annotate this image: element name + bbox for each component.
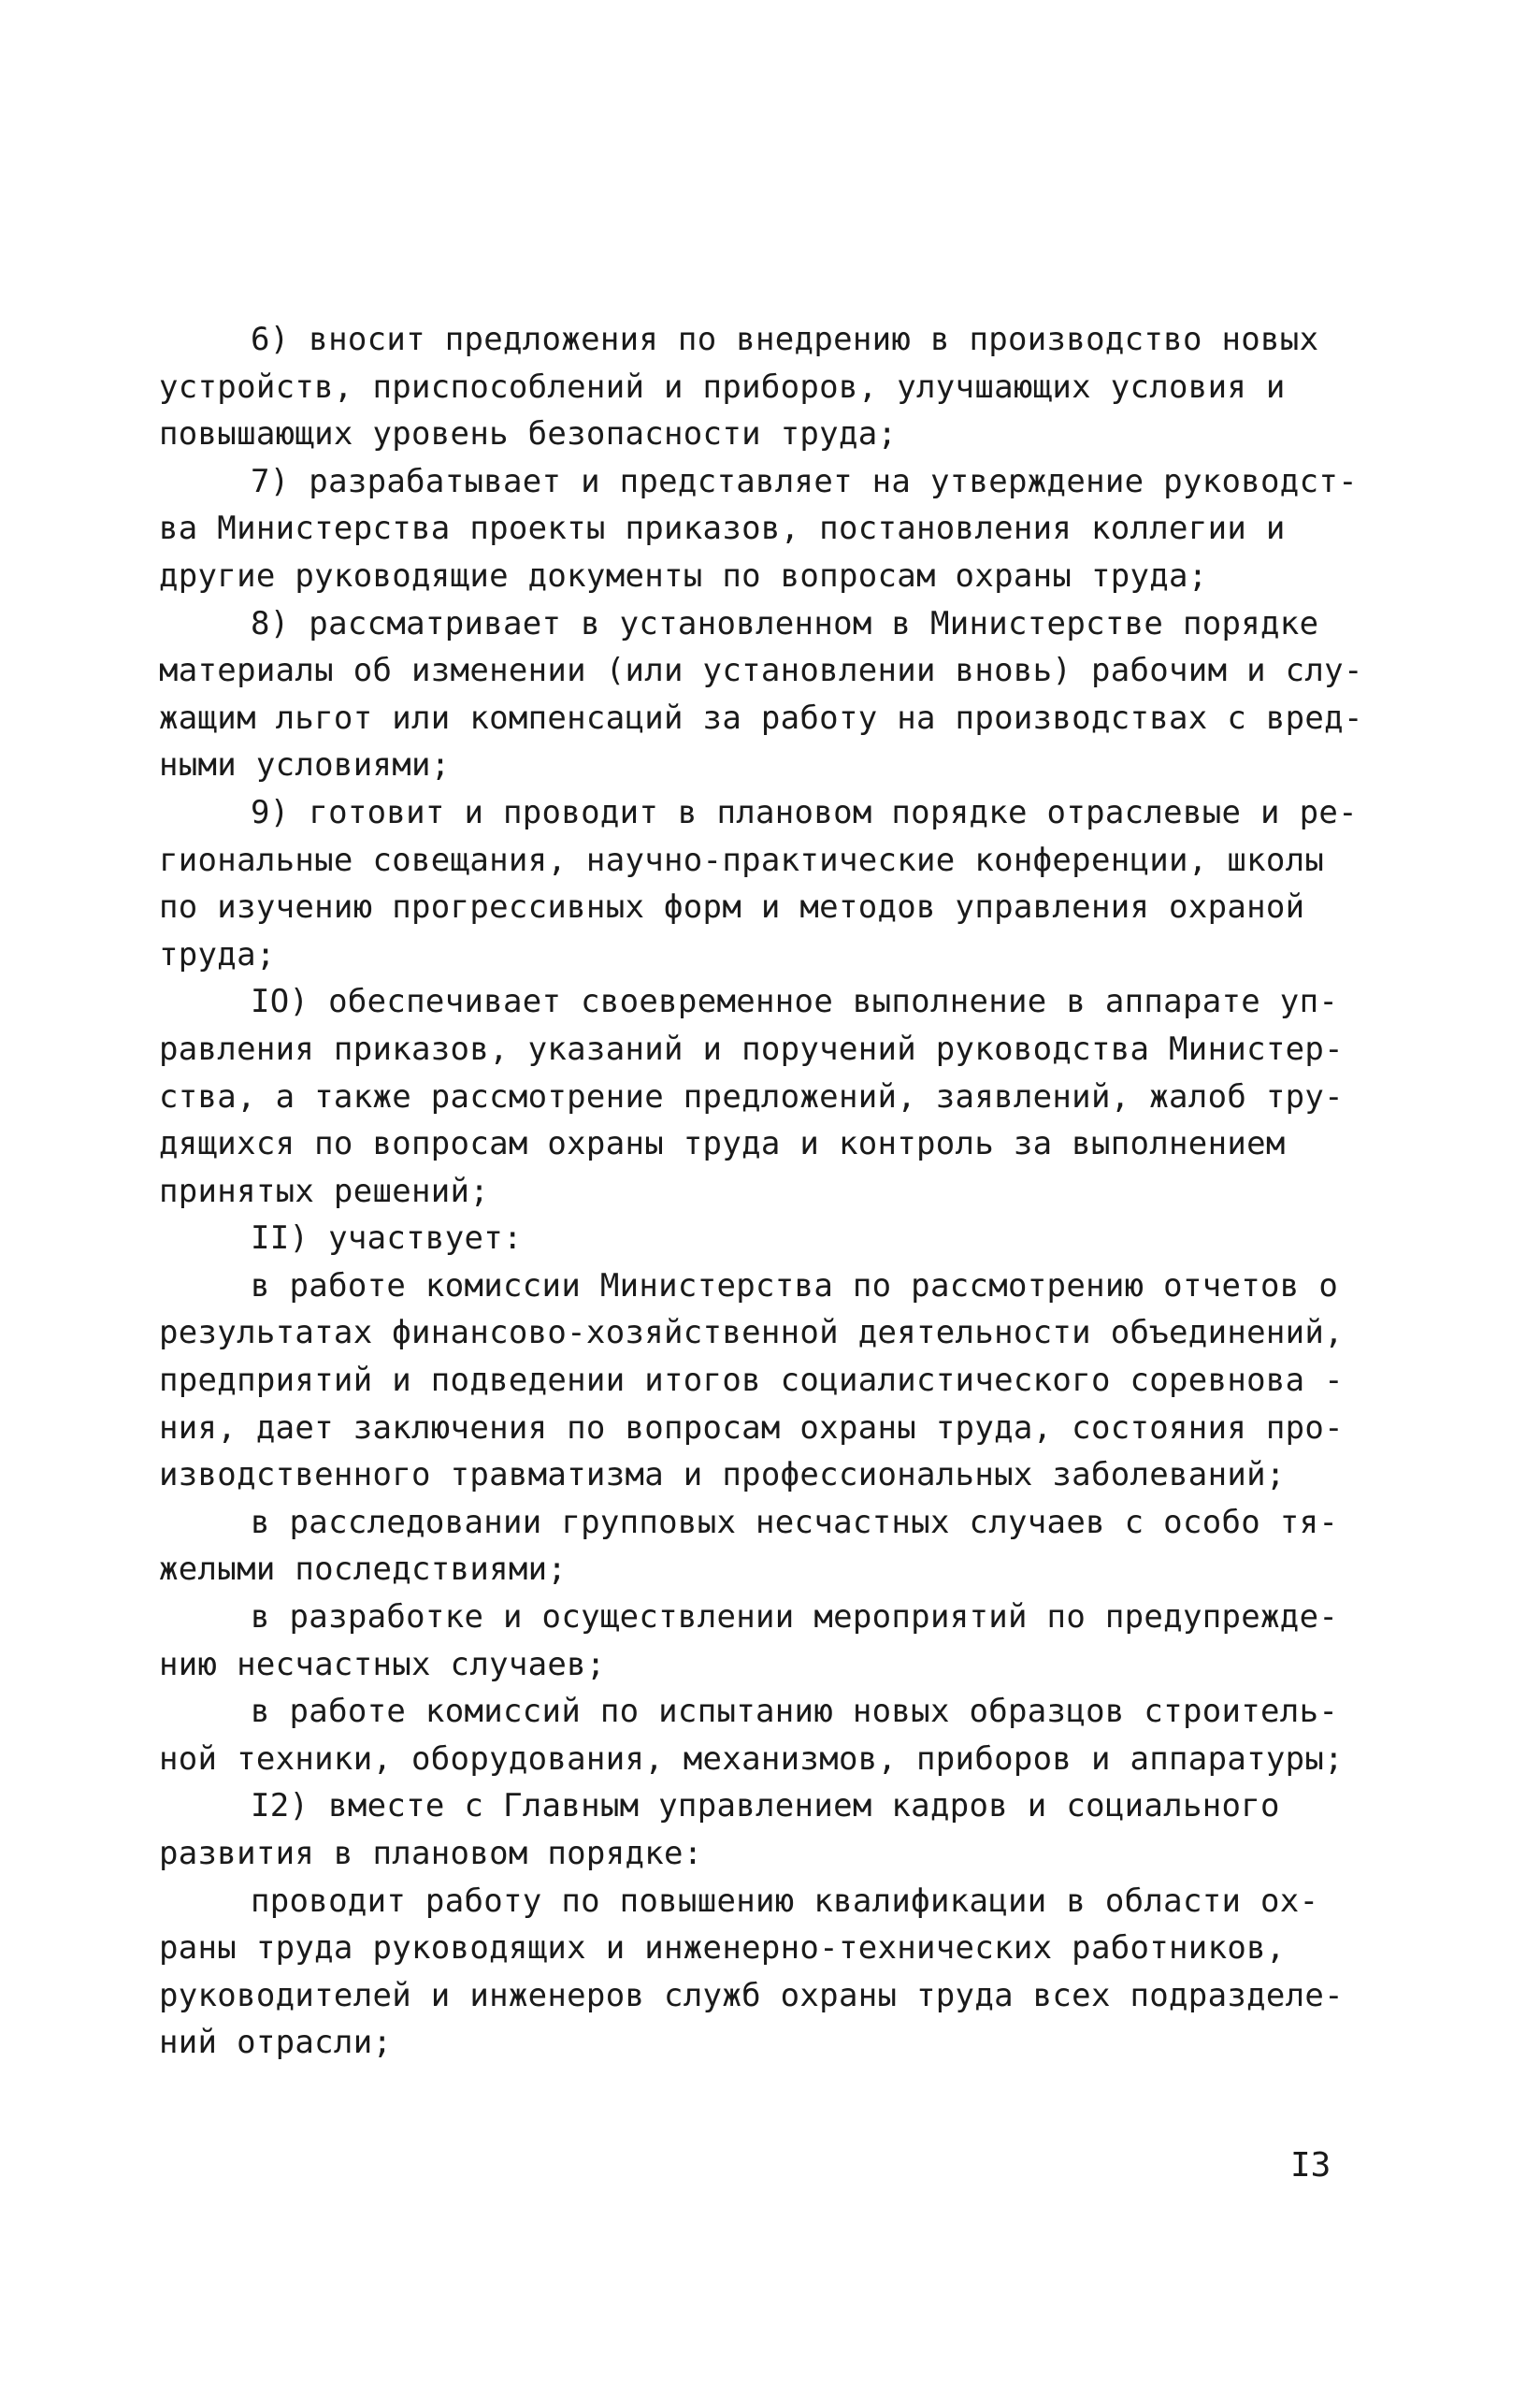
text-line: проводит работу по повышению квалификации в области ох- [251,1882,1319,1920]
text-line: по изучению прогрессивных форм и методов управления охраной [159,888,1305,927]
text-line: материалы об изменении (или установлении вновь) рабочим и слу- [159,652,1363,690]
text-line: в разработке и осуществлении мероприятий по предупрежде- [251,1598,1339,1637]
text-line: принятых решений; [159,1172,490,1210]
text-line: гиональные совещания, научно-практические конференции, школы [159,841,1325,879]
text-line: II) участвует: [251,1219,523,1258]
text-line: 9) готовит и проводит в плановом порядке отраслевые и ре- [251,793,1358,831]
page-number: I3 [1290,2146,1331,2185]
text-line: в расследовании групповых несчастных случаев с особо тя- [251,1503,1339,1541]
text-line: равления приказов, указаний и поручений руководства Министер- [159,1030,1344,1068]
text-line: устройств, приспособлений и приборов, улучшающих условия и [159,368,1286,406]
text-line: IO) обеспечивает своевременное выполнение в аппарате уп- [251,983,1339,1021]
text-line: ства, а также рассмотрение предложений, заявлений, жалоб тру- [159,1077,1344,1116]
text-line: труда; [159,935,276,973]
text-line: нию несчастных случаев; [159,1645,606,1683]
text-line: изводственного травматизма и профессиональных заболеваний; [159,1456,1286,1494]
body-text [159,316,1363,2067]
text-line: ва Министерства проекты приказов, постановления коллегии и [159,510,1286,548]
text-line: предприятий и подведении итогов социалистического соревнова - [159,1362,1344,1400]
text-line: в работе комиссий по испытанию новых образцов строитель- [251,1693,1339,1731]
text-line: повышающих уровень безопасности труда; [159,415,898,454]
text-line: в работе комиссии Министерства по рассмотрению отчетов о [251,1266,1339,1305]
text-line: 8) рассматривает в установленном в Министерстве порядке [251,604,1319,642]
text-line: ными условиями; [159,746,451,785]
text-line: 7) разрабатывает и представляет на утверждение руководст- [251,462,1358,500]
text-line: другие руководящие документы по вопросам охраны труда; [159,556,1208,595]
text-line: ния, дает заключения по вопросам охраны труда, состояния про- [159,1408,1344,1447]
text-line: раны труда руководящих и инженерно-технических работников, [159,1929,1286,1968]
text-line: ний отрасли; [159,2024,393,2062]
text-line: руководителей и инженеров служб охраны труда всех подразделе- [159,1976,1344,2014]
text-line: 6) вносит предложения по внедрению в производство новых [251,321,1319,358]
text-line: результатах финансово-хозяйственной деятельности объединений, [159,1314,1344,1352]
text-line: развития в плановом порядке: [159,1835,703,1872]
text-line: ной техники, оборудования, механизмов, приборов и аппаратуры; [159,1739,1344,1778]
text-line: желыми последствиями; [159,1550,568,1589]
text-line: жащим льгот или компенсаций за работу на производствах с вред- [159,699,1363,737]
text-line: дящихся по вопросам охраны труда и контроль за выполнением [159,1125,1286,1163]
text-line: I2) вместе с Главным управлением кадров и социального [251,1787,1280,1825]
